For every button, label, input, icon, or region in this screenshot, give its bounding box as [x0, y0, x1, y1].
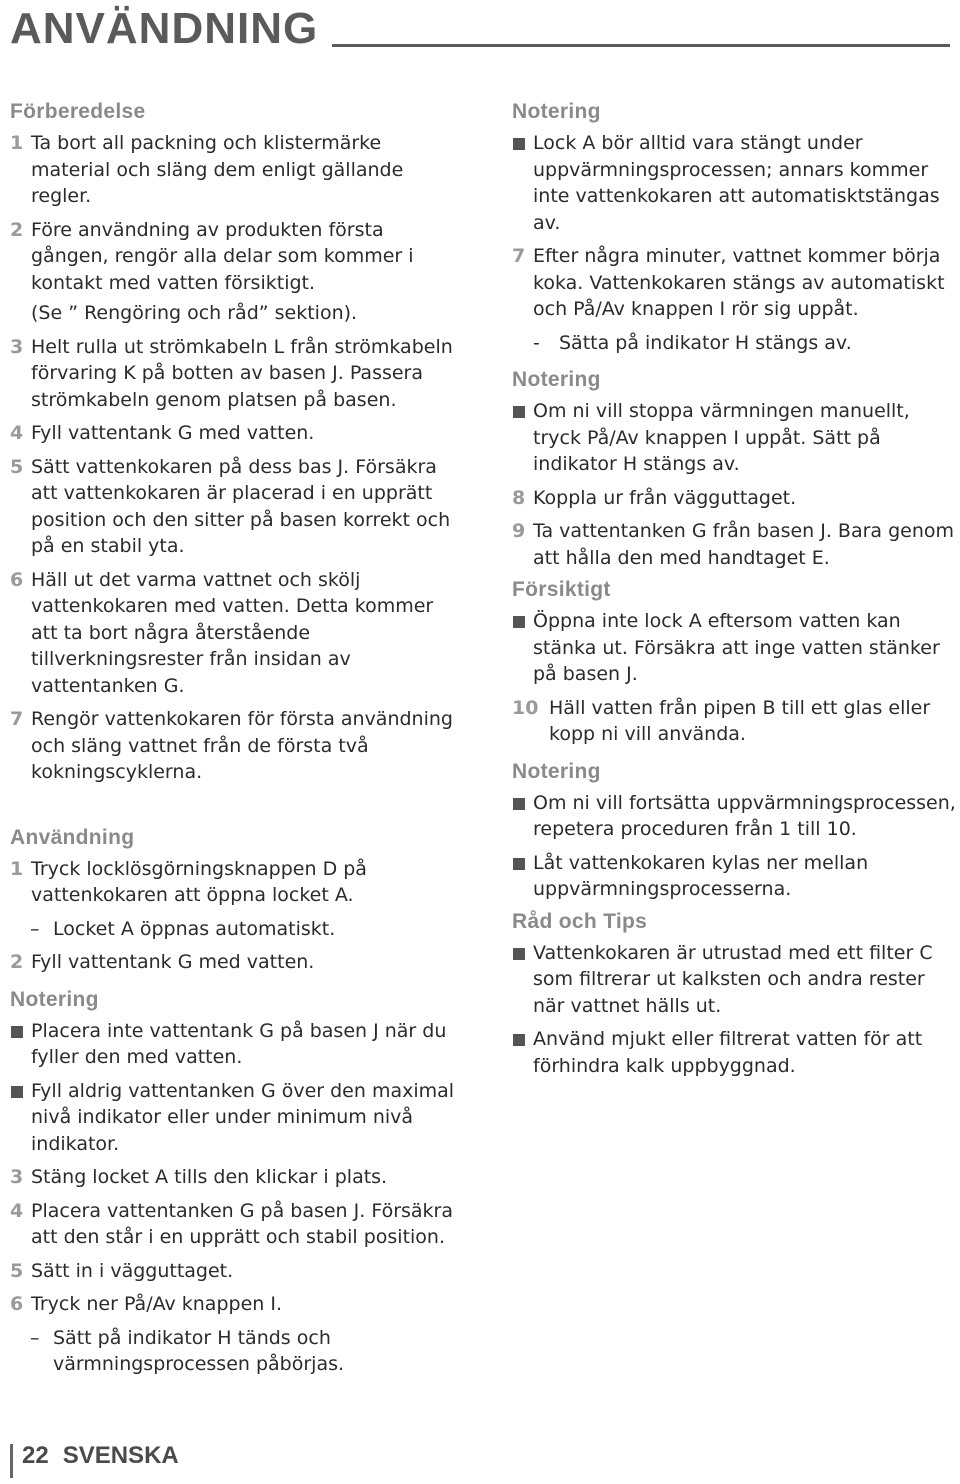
- list-item: [10, 420, 460, 447]
- bullet-item: [512, 790, 960, 843]
- dash-marker: –: [30, 917, 40, 940]
- section-heading-preparation: Förberedelse: [10, 100, 146, 123]
- list-item: [10, 217, 460, 297]
- sub-item: [10, 1325, 460, 1378]
- bullet-item: [512, 1026, 960, 1079]
- list-item: [512, 518, 960, 571]
- list-item: [512, 695, 960, 748]
- step-number: 5: [10, 1259, 24, 1282]
- step-text: Koppla ur från vägguttaget.: [533, 486, 797, 509]
- square-bullet-icon: [513, 798, 525, 810]
- square-bullet-icon: [513, 1034, 525, 1046]
- bullet-text: Om ni vill stoppa värmningen manuellt, tryck På/Av knappen I uppåt. Sätt på indikator H stängs av.: [533, 400, 910, 475]
- step-text: Tryck ner På/Av knappen I.: [31, 1293, 282, 1315]
- step-text: Tryck locklösgörningsknappen D på vattenkokaren att öppna locket A.: [31, 857, 367, 906]
- bullet-item: [512, 398, 960, 478]
- step-text: Sätt in i vägguttaget.: [31, 1259, 234, 1282]
- list-item: [512, 243, 960, 323]
- step-text: Sätt vattenkokaren på dess bas J. Försäkra att vattenkokaren är placerad i en upprätt position och den sitter på basen korrekt och på en stabil yta.: [31, 455, 451, 557]
- square-bullet-icon: [513, 138, 525, 150]
- step-number: 7: [512, 245, 526, 267]
- bullet-text: Använd mjukt eller filtrerat vatten för att förhindra kalk uppbyggnad.: [533, 1028, 923, 1077]
- bullet-item: [512, 850, 960, 903]
- step-number: 2: [10, 218, 24, 241]
- sub-item: [10, 916, 460, 943]
- step-text: Stäng locket A tills den klickar i plats.: [31, 1166, 388, 1188]
- step-text: (Se ” Rengöring och råd” sektion).: [31, 302, 358, 324]
- square-bullet-icon: [513, 858, 525, 870]
- bullet-text: Fyll aldrig vattentanken G över den maximal nivå indikator eller under minimum nivå indikator.: [31, 1079, 455, 1155]
- step-text: Före användning av produkten första gången, rengör alla delar som kommer i kontakt med vatten försiktigt.: [31, 218, 414, 294]
- list-item: [10, 1198, 460, 1251]
- step-number: 6: [10, 1293, 24, 1315]
- section-heading-note: Notering: [512, 759, 601, 783]
- section-heading-tips: Råd och Tips: [512, 909, 648, 933]
- bullet-item: [512, 608, 960, 688]
- sub-item-text: Locket A öppnas automatiskt.: [53, 917, 336, 940]
- square-bullet-icon: [513, 406, 525, 418]
- bullet-text: Lock A bör alltid vara stängt under uppvärmningsprocessen; annars kommer inte vattenkokaren att automatisktstängas av.: [533, 132, 940, 234]
- list-item: [10, 567, 460, 700]
- list-item: [10, 1164, 460, 1191]
- square-bullet-icon: [11, 1026, 23, 1038]
- step-number: 1: [10, 132, 24, 154]
- step-text: Ta bort all packning och klistermärke material och släng dem enligt gällande regler.: [31, 132, 404, 207]
- page-title: ANVÄNDNING: [10, 4, 319, 53]
- right-column: [512, 100, 960, 1086]
- square-bullet-icon: [513, 948, 525, 960]
- bullet-text: Vattenkokaren är utrustad med ett filter C som filtrerar ut kalksten och andra rester när vattnet hälls ut.: [533, 941, 933, 1017]
- list-item: [10, 454, 460, 560]
- bullet-item: [10, 1078, 460, 1158]
- step-number: 4: [10, 1199, 24, 1222]
- list-item: [10, 949, 460, 976]
- step-number: 6: [10, 568, 24, 591]
- step-number: 5: [10, 455, 24, 478]
- step-number: 8: [512, 486, 526, 509]
- bullet-text: Öppna inte lock A eftersom vatten kan stänka ut. Försäkra att inge vatten stänker på basen J.: [533, 610, 940, 685]
- section-heading-note: Notering: [512, 100, 601, 123]
- list-item: [10, 130, 460, 210]
- bullet-text: Placera inte vattentank G på basen J när du fyller den med vatten.: [31, 1019, 447, 1068]
- title-rule: [332, 44, 950, 47]
- list-item: [10, 1258, 460, 1285]
- bullet-text: Om ni vill fortsätta uppvärmningsprocessen, repetera proceduren från 1 till 10.: [533, 791, 956, 840]
- dash-marker: –: [30, 1326, 40, 1349]
- dash-marker: -: [533, 331, 540, 354]
- square-bullet-icon: [513, 616, 525, 628]
- step-number: 9: [512, 520, 526, 542]
- list-item: [10, 300, 460, 327]
- sub-item-text: Sätta på indikator H stängs av.: [559, 331, 852, 354]
- step-number: 1: [10, 857, 24, 880]
- sub-item: [512, 330, 960, 357]
- footer-bar: [10, 1444, 13, 1478]
- bullet-item: [512, 940, 960, 1020]
- bullet-item: [10, 1018, 460, 1071]
- footer: [22, 1442, 193, 1470]
- step-number: 10: [512, 696, 539, 719]
- section-heading-usage: Användning: [10, 825, 135, 849]
- page-number: 22: [22, 1442, 49, 1469]
- bullet-text: Låt vattenkokaren kylas ner mellan uppvärmningsprocesserna.: [533, 851, 869, 900]
- square-bullet-icon: [11, 1086, 23, 1098]
- list-item: [10, 706, 460, 786]
- list-item: [10, 856, 460, 909]
- step-text: Ta vattentanken G från basen J. Bara genom att hålla den med handtaget E.: [533, 520, 955, 569]
- section-heading-note: Notering: [10, 987, 99, 1011]
- list-item: [512, 485, 960, 512]
- bullet-item: [512, 130, 960, 236]
- step-number: 4: [10, 422, 24, 444]
- step-text: Fyll vattentank G med vatten.: [31, 951, 315, 973]
- step-number: 2: [10, 951, 24, 973]
- left-column: [10, 100, 460, 1385]
- list-item: [10, 334, 460, 414]
- step-text: Fyll vattentank G med vatten.: [31, 422, 315, 444]
- list-item: [10, 1291, 460, 1318]
- step-text: Häll ut det varma vattnet och skölj vattenkokaren med vatten. Detta kommer att ta bort några återstående tillverkningsrester från insidan av vattentanken G.: [31, 568, 434, 697]
- step-text: Efter några minuter, vattnet kommer börja koka. Vattenkokaren stängs av automatiskt och På/Av knappen I rör sig uppåt.: [533, 245, 945, 320]
- step-text: Placera vattentanken G på basen J. Försäkra att den står i en upprätt och stabil position.: [31, 1199, 454, 1248]
- step-number: 7: [10, 708, 24, 730]
- step-number: 3: [10, 1166, 24, 1188]
- sub-item-text: Sätt på indikator H tänds och värmningsprocessen påbörjas.: [53, 1326, 345, 1375]
- step-text: Helt rulla ut strömkabeln L från strömkabeln förvaring K på botten av basen J. Passera strömkabeln genom platsen på basen.: [31, 335, 453, 411]
- step-number: 3: [10, 335, 24, 358]
- section-heading-caution: Försiktigt: [512, 578, 611, 601]
- step-text: Häll vatten från pipen B till ett glas eller kopp ni vill använda.: [549, 696, 931, 745]
- step-text: Rengör vattenkokaren för första användning och släng vattnet från de första två kokningscyklerna.: [31, 708, 453, 783]
- section-heading-note: Notering: [512, 368, 601, 391]
- footer-language: SVENSKA: [62, 1442, 179, 1469]
